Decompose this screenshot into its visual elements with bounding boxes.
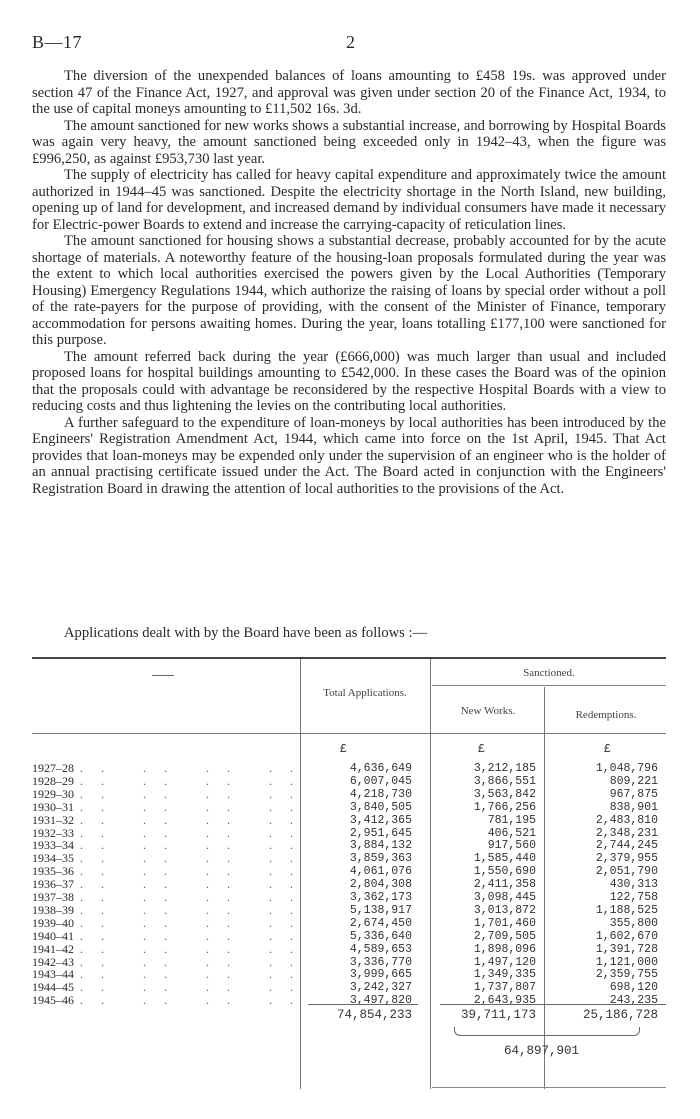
report-reference: B—17 <box>32 32 83 52</box>
new-works-cell: 1,550,690 <box>473 865 536 879</box>
redemptions-cell: 698,120 <box>609 981 658 995</box>
total-applications-cell: 4,636,649 <box>349 762 412 775</box>
column-divider <box>430 659 431 1089</box>
new-works-cell: 1,585,440 <box>473 852 536 866</box>
header-new-works: New Works. <box>460 705 516 717</box>
new-works-cell: 1,766,256 <box>473 800 536 814</box>
redemptions-cell: 2,348,231 <box>595 826 658 840</box>
redemptions-cell: 2,359,755 <box>595 968 658 982</box>
year-cell: 1943–44 <box>32 967 74 982</box>
year-cell: 1937–38 <box>32 890 74 904</box>
header-bottom-rule <box>32 733 666 734</box>
total-applications-cell: 4,218,730 <box>349 787 412 801</box>
total-redemptions: 25,186,728 <box>582 1008 658 1022</box>
table-intro: Applications dealt with by the Board have been as follows :— <box>64 625 428 641</box>
redemptions-cell: 1,391,728 <box>595 942 658 956</box>
header-total: Total Applications. <box>323 687 407 699</box>
new-works-cell: 3,563,842 <box>473 787 536 801</box>
total-new-works: 39,711,173 <box>460 1008 536 1022</box>
leader-dots: .. .. .. .. <box>80 864 311 879</box>
year-cell: 1942–43 <box>32 954 74 969</box>
year-cell: 1945–46 <box>32 993 74 1008</box>
redemptions-cell: 2,483,810 <box>595 813 658 827</box>
leader-dots: .. .. .. .. <box>80 902 311 917</box>
new-works-cell: 3,098,445 <box>473 891 536 904</box>
table-top-rule <box>32 657 666 659</box>
redemptions-cell: 1,602,670 <box>595 929 658 943</box>
total-applications-cell: 2,951,645 <box>349 826 412 840</box>
header-redemptions: Redemptions. <box>575 709 637 721</box>
leader-dots: .. .. .. .. <box>80 825 311 840</box>
sum-rule <box>308 1004 418 1005</box>
year-cell: 1938–39 <box>32 902 74 917</box>
paragraph: The diversion of the unexpended balances of loans amounting to £458 19s. was approved under section 47 of the Finance Act, 1927, and approval was given under section 20 of the Finance Act, 1934, to the use of capital moneys amounting to £11,502 16s. 3d. <box>32 68 666 117</box>
redemptions-cell: 355,800 <box>609 916 658 930</box>
applications-table <box>32 647 666 1107</box>
page-number: 2 <box>346 32 355 52</box>
leader-dots: .. .. .. .. <box>80 761 311 775</box>
year-cell: 1940–41 <box>32 928 74 943</box>
paragraph: A further safeguard to the expenditure of loan-moneys by local authorities has been introduced by the Engineers' Registration Amendment Act, 1944, which came into force on the 1st April, 1945. That Act provides that loan-moneys may be expended only under the supervision of an engineer who is the holder of an annual practising certificate issued under the Act. The Board acted in conjunction with the Engineers' Registration Board in drawing the attention of local authorities to the provisions of the Act. <box>32 414 666 497</box>
leader-dots: .. .. .. .. <box>80 773 311 788</box>
redemptions-cell: 243,235 <box>609 994 658 1008</box>
leader-dots: .. .. .. .. <box>80 954 311 969</box>
total-applications-cell: 3,497,820 <box>349 994 412 1008</box>
total-applications-cell: 2,674,450 <box>349 916 412 930</box>
total-applications-cell: 4,589,653 <box>349 942 412 956</box>
total-applications-cell: 3,859,363 <box>349 852 412 866</box>
total-applications: 74,854,233 <box>336 1008 412 1022</box>
redemptions-cell: 430,313 <box>609 878 658 892</box>
new-works-cell: 406,521 <box>487 826 536 840</box>
paragraph: The amount referred back during the year (£666,000) was much larger than usual and included proposed loans for hospital buildings amounting to £542,000. In these cases the Board was of the opinion that the proposals could with advantage be reconsidered by the respective Hospital Boards with a view to reducing costs and thus lightening the levies on the contributing local authorities. <box>32 348 666 414</box>
table-bottom-rule <box>432 1087 666 1088</box>
total-applications-cell: 3,242,327 <box>349 981 412 995</box>
paragraph: The amount sanctioned for housing shows a substantial decrease, probably accounted for by the acute shortage of materials. A noteworthy feature of the housing-loan proposals formulated during the year was the extent to which local authorities exercised the powers given by the Local Authorities (Temporary Housing) Emergency Regulations 1944, which authorize the raising of loans by special order without a poll of the rate-payers for the purpose of providing, with the consent of the Minister of Finance, temporary accommodation for persons awaiting homes. During the year, loans totalling £177,100 were sanctioned for this purpose. <box>32 233 666 348</box>
new-works-cell: 1,701,460 <box>473 916 536 930</box>
redemptions-cell: 1,121,000 <box>595 955 658 969</box>
redemptions-cell: 838,901 <box>609 800 658 814</box>
total-applications-cell: 3,336,770 <box>349 955 412 969</box>
redemptions-cell: 2,379,955 <box>595 852 658 866</box>
total-applications-cell: 3,412,365 <box>349 813 412 827</box>
year-cell: 1941–42 <box>32 941 74 956</box>
new-works-cell: 3,866,551 <box>473 774 536 788</box>
leader-dots: .. .. .. .. <box>80 786 311 801</box>
new-works-cell: 3,212,185 <box>473 762 536 775</box>
combined-total: 64,897,901 <box>504 1044 580 1058</box>
redemptions-cell: 1,048,796 <box>595 762 658 775</box>
year-cell: 1935–36 <box>32 864 74 879</box>
redemptions-cell: 2,051,790 <box>595 865 658 879</box>
total-applications-cell: 3,362,173 <box>349 891 412 904</box>
leader-dots: .. .. .. .. <box>80 799 311 814</box>
total-applications-cell: 5,336,640 <box>349 929 412 943</box>
body-text <box>32 68 666 497</box>
leader-dots: .. .. .. .. <box>80 915 311 930</box>
leader-dots: .. .. .. .. <box>80 838 311 853</box>
leader-dots: .. .. .. .. <box>80 877 311 892</box>
sanctioned-rule <box>432 685 666 686</box>
new-works-cell: 3,013,872 <box>473 903 536 917</box>
leader-dots: .. .. .. .. <box>80 967 311 982</box>
new-works-cell: 1,898,096 <box>473 942 536 956</box>
year-cell: 1939–40 <box>32 915 74 930</box>
sum-rule <box>440 1004 666 1005</box>
new-works-cell: 2,643,935 <box>473 994 536 1008</box>
sum-brace <box>454 1027 640 1036</box>
new-works-cell: 917,560 <box>487 839 536 853</box>
paragraph: The supply of electricity has called for heavy capital expenditure and approximately twice the amount authorized in 1944–45 was sanctioned. Despite the electricity shortage in the North Island, new building, opening up of land for development, and increased demand by individual consumers have made it necessary for Electric-power Boards to extend and increase the carrying-capacity of reticulation lines. <box>32 167 666 233</box>
leader-dots: .. .. .. .. <box>80 993 311 1008</box>
new-works-cell: 1,349,335 <box>473 968 536 982</box>
year-cell: 1929–30 <box>32 786 74 801</box>
leader-dots: .. .. .. .. <box>80 851 311 866</box>
paragraph: The amount sanctioned for new works shows a substantial increase, and borrowing by Hospital Boards was again very heavy, the amount sanctioned being exceeded only in 1942–43, when the figure was £996,250, as against £953,730 last year. <box>32 117 666 167</box>
total-applications-cell: 5,138,917 <box>349 903 412 917</box>
new-works-cell: 2,709,505 <box>473 929 536 943</box>
year-cell: 1930–31 <box>32 799 74 814</box>
leader-dots: .. .. .. .. <box>80 941 311 956</box>
year-cell: 1928–29 <box>32 773 74 788</box>
new-works-cell: 1,497,120 <box>473 955 536 969</box>
redemptions-cell: 1,188,525 <box>595 903 658 917</box>
total-applications-cell: 2,804,308 <box>349 878 412 892</box>
currency-mark: £ <box>340 743 347 756</box>
year-cell: 1931–32 <box>32 812 74 827</box>
year-cell: 1932–33 <box>32 825 74 840</box>
year-cell: 1936–37 <box>32 877 74 892</box>
redemptions-cell: 967,875 <box>609 787 658 801</box>
total-applications-cell: 6,007,045 <box>349 774 412 788</box>
currency-mark: £ <box>604 743 611 756</box>
total-applications-cell: 3,840,505 <box>349 800 412 814</box>
currency-mark: £ <box>478 743 485 756</box>
header-sanctioned: Sanctioned. <box>523 667 575 679</box>
total-applications-cell: 3,999,665 <box>349 968 412 982</box>
year-cell: 1933–34 <box>32 838 74 853</box>
new-works-cell: 2,411,358 <box>473 878 536 892</box>
total-applications-cell: 4,061,076 <box>349 865 412 879</box>
total-applications-cell: 3,884,132 <box>349 839 412 853</box>
leader-dots: .. .. .. .. <box>80 812 311 827</box>
redemptions-cell: 809,221 <box>609 774 658 788</box>
leader-dots: .. .. .. .. <box>80 980 311 995</box>
redemptions-cell: 2,744,245 <box>595 839 658 853</box>
year-cell: 1934–35 <box>32 851 74 866</box>
stub-dash <box>152 675 174 676</box>
leader-dots: .. .. .. .. <box>80 928 311 943</box>
new-works-cell: 781,195 <box>487 813 536 827</box>
new-works-cell: 1,737,807 <box>473 981 536 995</box>
leader-dots: .. .. .. .. <box>80 890 311 904</box>
year-cell: 1944–45 <box>32 980 74 995</box>
redemptions-cell: 122,758 <box>609 891 658 904</box>
year-cell: 1927–28 <box>32 761 74 775</box>
